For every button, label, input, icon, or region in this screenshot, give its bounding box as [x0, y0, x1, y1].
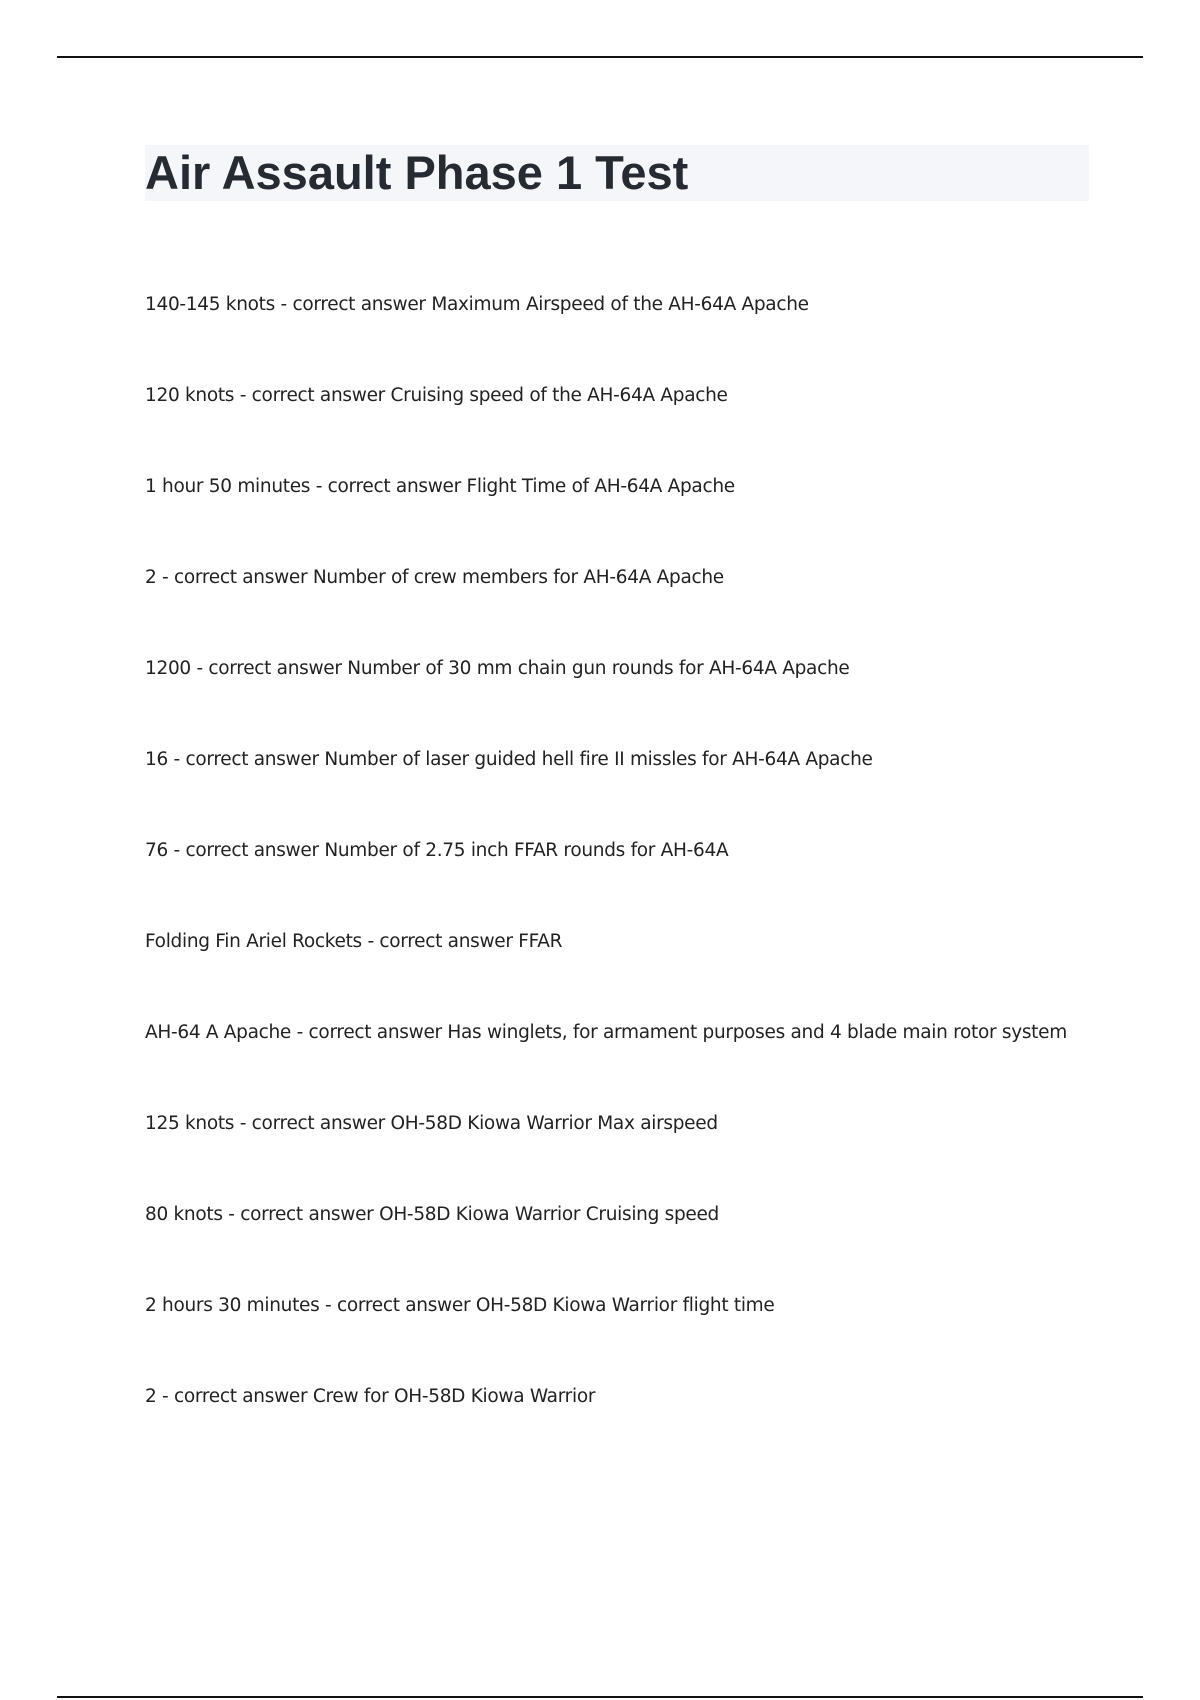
- qa-item: 1 hour 50 minutes - correct answer Flight Time of AH-64A Apache: [145, 476, 735, 497]
- qa-item: Folding Fin Ariel Rockets - correct answer FFAR: [145, 931, 563, 952]
- footer-rule: [57, 1696, 1143, 1698]
- qa-item: 120 knots - correct answer Cruising speed of the AH-64A Apache: [145, 385, 728, 406]
- qa-item: 2 - correct answer Crew for OH-58D Kiowa Warrior: [145, 1386, 596, 1407]
- qa-item: 76 - correct answer Number of 2.75 inch FFAR rounds for AH-64A: [145, 840, 729, 861]
- page-title: Air Assault Phase 1 Test: [145, 146, 689, 199]
- qa-item: 140-145 knots - correct answer Maximum Airspeed of the AH-64A Apache: [145, 294, 809, 315]
- qa-item: 1200 - correct answer Number of 30 mm chain gun rounds for AH-64A Apache: [145, 658, 850, 679]
- qa-item: AH-64 A Apache - correct answer Has winglets, for armament purposes and 4 blade main rotor system: [145, 1022, 1067, 1043]
- qa-item: 2 - correct answer Number of crew members for AH-64A Apache: [145, 567, 724, 588]
- qa-item: 16 - correct answer Number of laser guided hell fire II missles for AH-64A Apache: [145, 749, 873, 770]
- qa-item: 2 hours 30 minutes - correct answer OH-58D Kiowa Warrior flight time: [145, 1295, 775, 1316]
- qa-item: 80 knots - correct answer OH-58D Kiowa Warrior Cruising speed: [145, 1204, 719, 1225]
- header-rule: [57, 56, 1143, 58]
- qa-list: [145, 293, 1105, 1476]
- qa-item: 125 knots - correct answer OH-58D Kiowa Warrior Max airspeed: [145, 1113, 718, 1134]
